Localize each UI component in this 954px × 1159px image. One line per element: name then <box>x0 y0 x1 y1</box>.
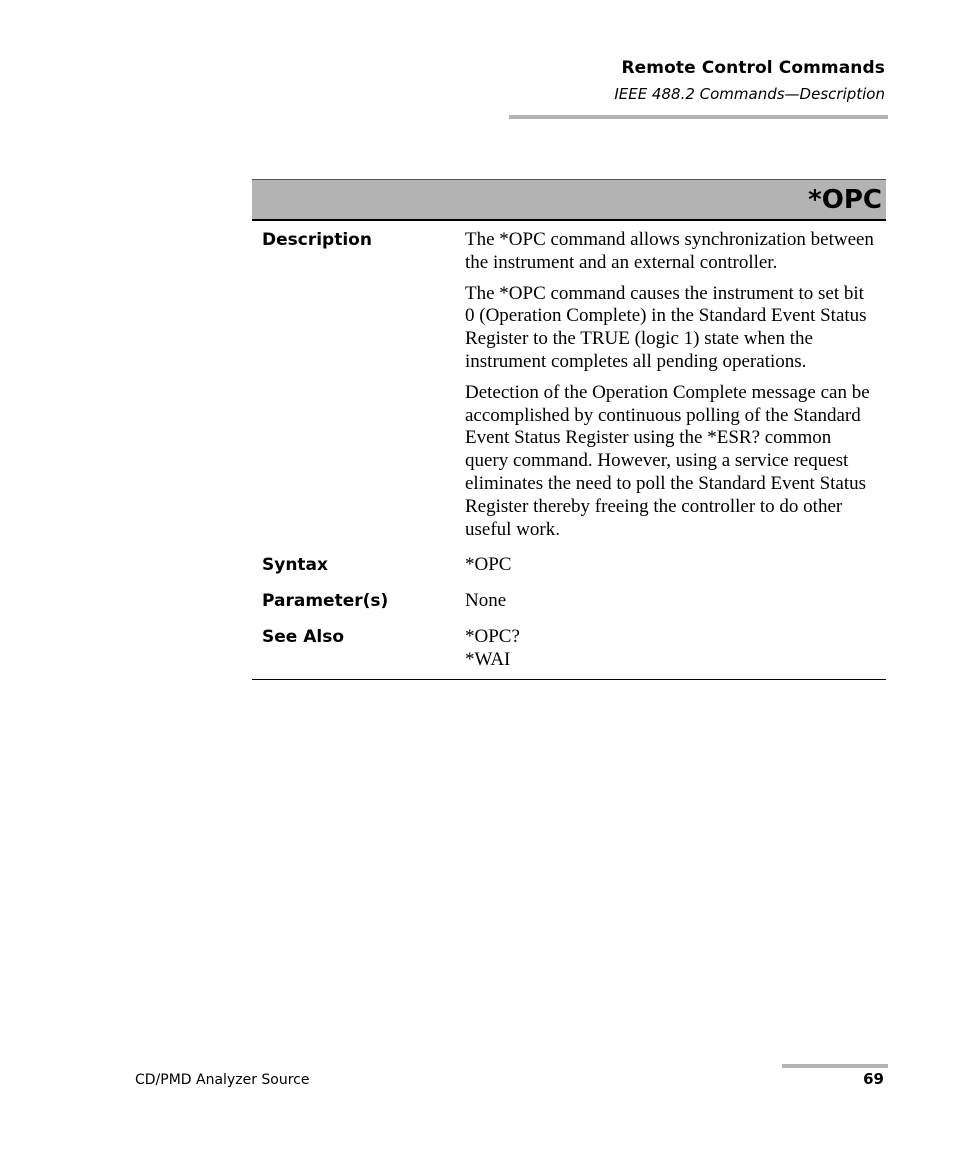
description-paragraph: Detection of the Operation Complete message can be accomplished by continuous polling of the Standard Event Status Register using the *ESR? common query command. However, using a service request eliminates the need to poll the Standard Event Status Register thereby freeing the controller to do other useful work. <box>465 381 870 540</box>
parameters-row <box>252 577 886 613</box>
command-block <box>252 179 886 680</box>
description-body <box>465 229 886 541</box>
section-title: Remote Control Commands <box>621 58 885 78</box>
page-number: 69 <box>863 1070 884 1088</box>
see-also-list <box>465 626 886 672</box>
see-also-item: *WAI <box>465 649 511 671</box>
syntax-label: Syntax <box>262 555 328 576</box>
syntax-value: *OPC <box>465 554 512 576</box>
parameters-label: Parameter(s) <box>262 591 389 612</box>
footer-rule <box>782 1064 888 1068</box>
description-paragraph: The *OPC command causes the instrument to set bit 0 (Operation Complete) in the Standard Event Status Register to the TRUE (logic 1) state when the instrument completes all pending operations. <box>465 282 867 372</box>
command-title-bar <box>252 179 886 221</box>
syntax-row <box>252 541 886 577</box>
see-also-item: *OPC? <box>465 626 520 648</box>
header-rule <box>509 115 888 119</box>
see-also-label: See Also <box>262 627 345 648</box>
see-also-row <box>252 613 886 679</box>
description-row <box>252 221 886 541</box>
description-paragraph: The *OPC command allows synchronization between the instrument and an external controller. <box>465 229 874 273</box>
page-header <box>614 56 885 108</box>
command-name: *OPC <box>808 185 882 215</box>
section-subtitle: IEEE 488.2 Commands—Description <box>614 85 885 103</box>
footer-doc-title: CD/PMD Analyzer Source <box>135 1072 310 1088</box>
parameters-value: None <box>465 590 507 612</box>
command-bottom-rule <box>252 679 886 680</box>
description-label: Description <box>262 230 372 250</box>
